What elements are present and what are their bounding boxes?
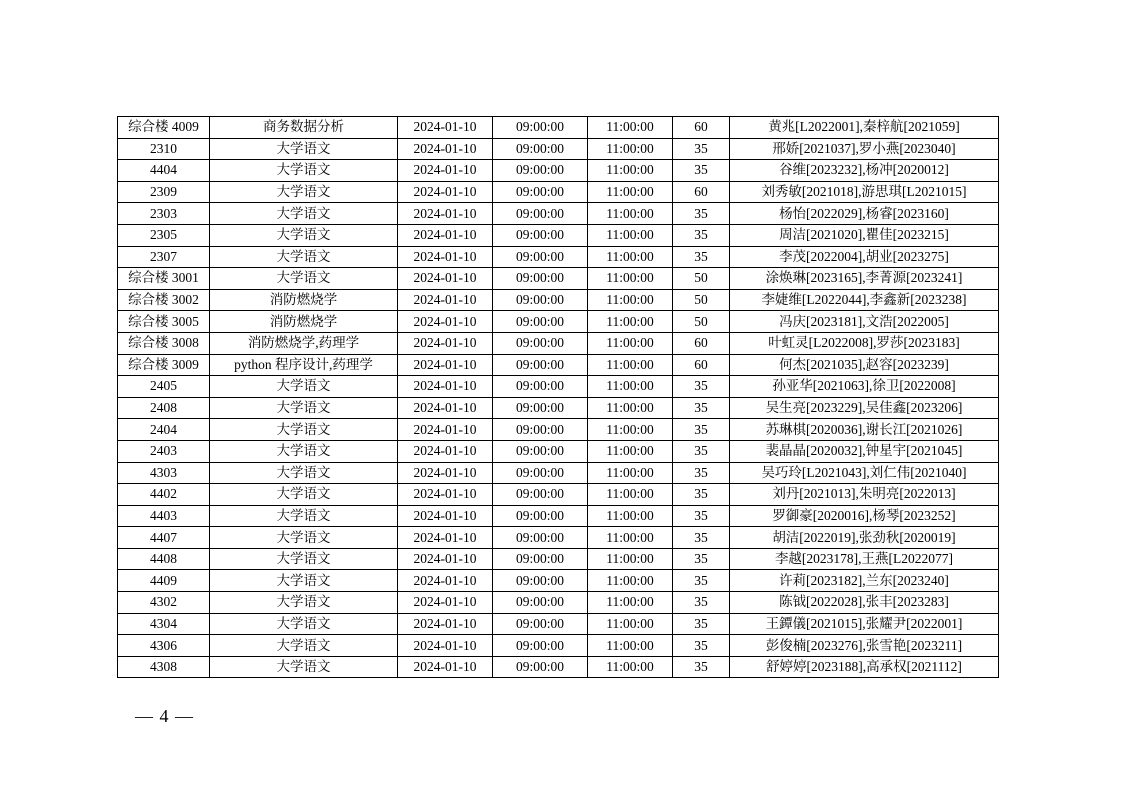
course-cell: 大学语文 — [210, 138, 398, 160]
table-row — [118, 656, 999, 678]
date-cell: 2024-01-10 — [398, 332, 493, 354]
start-time-cell: 09:00:00 — [493, 548, 588, 570]
room-cell: 综合楼 3005 — [118, 311, 210, 333]
proctors-cell: 李越[2023178],王燕[L2022077] — [730, 548, 999, 570]
seats-cell: 35 — [673, 160, 730, 182]
room-cell: 4403 — [118, 505, 210, 527]
room-cell: 2408 — [118, 397, 210, 419]
end-time-cell: 11:00:00 — [588, 505, 673, 527]
date-cell: 2024-01-10 — [398, 203, 493, 225]
start-time-cell: 09:00:00 — [493, 484, 588, 506]
end-time-cell: 11:00:00 — [588, 548, 673, 570]
course-cell: 大学语文 — [210, 419, 398, 441]
end-time-cell: 11:00:00 — [588, 397, 673, 419]
room-cell: 4306 — [118, 635, 210, 657]
room-cell: 2309 — [118, 181, 210, 203]
table-row — [118, 289, 999, 311]
course-cell: 大学语文 — [210, 613, 398, 635]
end-time-cell: 11:00:00 — [588, 376, 673, 398]
table-row — [118, 635, 999, 657]
seats-cell: 35 — [673, 635, 730, 657]
end-time-cell: 11:00:00 — [588, 160, 673, 182]
seats-cell: 50 — [673, 289, 730, 311]
date-cell: 2024-01-10 — [398, 592, 493, 614]
date-cell: 2024-01-10 — [398, 505, 493, 527]
table-row — [118, 376, 999, 398]
course-cell: 消防燃烧学 — [210, 311, 398, 333]
course-cell: 大学语文 — [210, 203, 398, 225]
end-time-cell: 11:00:00 — [588, 246, 673, 268]
table-row — [118, 311, 999, 333]
proctors-cell: 何杰[2021035],赵容[2023239] — [730, 354, 999, 376]
end-time-cell: 11:00:00 — [588, 203, 673, 225]
start-time-cell: 09:00:00 — [493, 462, 588, 484]
end-time-cell: 11:00:00 — [588, 613, 673, 635]
course-cell: 大学语文 — [210, 160, 398, 182]
date-cell: 2024-01-10 — [398, 419, 493, 441]
end-time-cell: 11:00:00 — [588, 656, 673, 678]
room-cell: 综合楼 3008 — [118, 332, 210, 354]
date-cell: 2024-01-10 — [398, 138, 493, 160]
seats-cell: 60 — [673, 181, 730, 203]
end-time-cell: 11:00:00 — [588, 289, 673, 311]
course-cell: 大学语文 — [210, 527, 398, 549]
proctors-cell: 涂焕琳[2023165],李菁源[2023241] — [730, 268, 999, 290]
seats-cell: 50 — [673, 268, 730, 290]
proctors-cell: 李茂[2022004],胡业[2023275] — [730, 246, 999, 268]
seats-cell: 35 — [673, 440, 730, 462]
date-cell: 2024-01-10 — [398, 656, 493, 678]
proctors-cell: 胡洁[2022019],张劲秋[2020019] — [730, 527, 999, 549]
room-cell: 4409 — [118, 570, 210, 592]
end-time-cell: 11:00:00 — [588, 462, 673, 484]
end-time-cell: 11:00:00 — [588, 635, 673, 657]
end-time-cell: 11:00:00 — [588, 570, 673, 592]
seats-cell: 35 — [673, 138, 730, 160]
seats-cell: 35 — [673, 505, 730, 527]
table-row — [118, 484, 999, 506]
end-time-cell: 11:00:00 — [588, 224, 673, 246]
room-cell: 综合楼 3009 — [118, 354, 210, 376]
course-cell: 大学语文 — [210, 570, 398, 592]
proctors-cell: 杨怡[2022029],杨睿[2023160] — [730, 203, 999, 225]
table-row — [118, 354, 999, 376]
proctors-cell: 苏琳棋[2020036],谢长江[2021026] — [730, 419, 999, 441]
proctors-cell: 冯庆[2023181],文浩[2022005] — [730, 311, 999, 333]
course-cell: 大学语文 — [210, 224, 398, 246]
table-row — [118, 462, 999, 484]
start-time-cell: 09:00:00 — [493, 268, 588, 290]
start-time-cell: 09:00:00 — [493, 224, 588, 246]
course-cell: 大学语文 — [210, 505, 398, 527]
room-cell: 2305 — [118, 224, 210, 246]
proctors-cell: 彭俊楠[2023276],张雪艳[2023211] — [730, 635, 999, 657]
end-time-cell: 11:00:00 — [588, 354, 673, 376]
date-cell: 2024-01-10 — [398, 462, 493, 484]
course-cell: 大学语文 — [210, 656, 398, 678]
course-cell: 大学语文 — [210, 548, 398, 570]
seats-cell: 60 — [673, 117, 730, 139]
end-time-cell: 11:00:00 — [588, 181, 673, 203]
start-time-cell: 09:00:00 — [493, 246, 588, 268]
date-cell: 2024-01-10 — [398, 224, 493, 246]
room-cell: 2307 — [118, 246, 210, 268]
course-cell: 大学语文 — [210, 635, 398, 657]
seats-cell: 35 — [673, 224, 730, 246]
room-cell: 综合楼 3001 — [118, 268, 210, 290]
room-cell: 4408 — [118, 548, 210, 570]
page-number: — 4 — — [135, 706, 194, 726]
table-row — [118, 440, 999, 462]
start-time-cell: 09:00:00 — [493, 203, 588, 225]
seats-cell: 35 — [673, 613, 730, 635]
table-row — [118, 332, 999, 354]
course-cell: 消防燃烧学,药理学 — [210, 332, 398, 354]
table-row — [118, 246, 999, 268]
seats-cell: 35 — [673, 592, 730, 614]
date-cell: 2024-01-10 — [398, 548, 493, 570]
table-row — [118, 527, 999, 549]
table-row — [118, 203, 999, 225]
room-cell: 2403 — [118, 440, 210, 462]
table-row — [118, 117, 999, 139]
table-row — [118, 397, 999, 419]
exam-schedule-table — [117, 116, 999, 678]
course-cell: 消防燃烧学 — [210, 289, 398, 311]
seats-cell: 35 — [673, 570, 730, 592]
start-time-cell: 09:00:00 — [493, 656, 588, 678]
seats-cell: 60 — [673, 354, 730, 376]
start-time-cell: 09:00:00 — [493, 592, 588, 614]
seats-cell: 35 — [673, 527, 730, 549]
table-row — [118, 268, 999, 290]
room-cell: 4402 — [118, 484, 210, 506]
date-cell: 2024-01-10 — [398, 570, 493, 592]
table-row — [118, 505, 999, 527]
proctors-cell: 王鐔儀[2021015],张耀尹[2022001] — [730, 613, 999, 635]
end-time-cell: 11:00:00 — [588, 311, 673, 333]
room-cell: 2405 — [118, 376, 210, 398]
end-time-cell: 11:00:00 — [588, 138, 673, 160]
date-cell: 2024-01-10 — [398, 268, 493, 290]
table-row — [118, 570, 999, 592]
room-cell: 4407 — [118, 527, 210, 549]
start-time-cell: 09:00:00 — [493, 117, 588, 139]
date-cell: 2024-01-10 — [398, 181, 493, 203]
course-cell: 大学语文 — [210, 462, 398, 484]
start-time-cell: 09:00:00 — [493, 289, 588, 311]
course-cell: 大学语文 — [210, 484, 398, 506]
table-row — [118, 548, 999, 570]
start-time-cell: 09:00:00 — [493, 570, 588, 592]
start-time-cell: 09:00:00 — [493, 613, 588, 635]
proctors-cell: 谷维[2023232],杨冲[2020012] — [730, 160, 999, 182]
proctors-cell: 邢娇[2021037],罗小燕[2023040] — [730, 138, 999, 160]
proctors-cell: 舒婷婷[2023188],高承权[2021112] — [730, 656, 999, 678]
room-cell: 2310 — [118, 138, 210, 160]
end-time-cell: 11:00:00 — [588, 440, 673, 462]
proctors-cell: 吴生亮[2023229],吴佳鑫[2023206] — [730, 397, 999, 419]
proctors-cell: 罗御豪[2020016],杨琴[2023252] — [730, 505, 999, 527]
table-row — [118, 181, 999, 203]
start-time-cell: 09:00:00 — [493, 376, 588, 398]
table-body — [118, 117, 999, 678]
seats-cell: 50 — [673, 311, 730, 333]
course-cell: 商务数据分析 — [210, 117, 398, 139]
course-cell: 大学语文 — [210, 397, 398, 419]
table-row — [118, 224, 999, 246]
start-time-cell: 09:00:00 — [493, 397, 588, 419]
date-cell: 2024-01-10 — [398, 484, 493, 506]
seats-cell: 35 — [673, 484, 730, 506]
course-cell: 大学语文 — [210, 181, 398, 203]
date-cell: 2024-01-10 — [398, 311, 493, 333]
start-time-cell: 09:00:00 — [493, 181, 588, 203]
proctors-cell: 裴晶晶[2020032],钟星宇[2021045] — [730, 440, 999, 462]
table-row — [118, 613, 999, 635]
seats-cell: 35 — [673, 656, 730, 678]
proctors-cell: 许莉[2023182],兰东[2023240] — [730, 570, 999, 592]
course-cell: 大学语文 — [210, 376, 398, 398]
course-cell: 大学语文 — [210, 246, 398, 268]
course-cell: 大学语文 — [210, 440, 398, 462]
start-time-cell: 09:00:00 — [493, 527, 588, 549]
seats-cell: 35 — [673, 548, 730, 570]
date-cell: 2024-01-10 — [398, 635, 493, 657]
room-cell: 4404 — [118, 160, 210, 182]
date-cell: 2024-01-10 — [398, 289, 493, 311]
room-cell: 2404 — [118, 419, 210, 441]
start-time-cell: 09:00:00 — [493, 160, 588, 182]
proctors-cell: 李婕维[L2022044],李鑫新[2023238] — [730, 289, 999, 311]
start-time-cell: 09:00:00 — [493, 138, 588, 160]
end-time-cell: 11:00:00 — [588, 117, 673, 139]
seats-cell: 35 — [673, 246, 730, 268]
seats-cell: 35 — [673, 203, 730, 225]
table-row — [118, 592, 999, 614]
end-time-cell: 11:00:00 — [588, 332, 673, 354]
table-row — [118, 160, 999, 182]
start-time-cell: 09:00:00 — [493, 635, 588, 657]
date-cell: 2024-01-10 — [398, 354, 493, 376]
course-cell: 大学语文 — [210, 592, 398, 614]
seats-cell: 60 — [673, 332, 730, 354]
room-cell: 综合楼 4009 — [118, 117, 210, 139]
proctors-cell: 吴巧玲[L2021043],刘仁伟[2021040] — [730, 462, 999, 484]
proctors-cell: 叶虹灵[L2022008],罗莎[2023183] — [730, 332, 999, 354]
room-cell: 4303 — [118, 462, 210, 484]
date-cell: 2024-01-10 — [398, 117, 493, 139]
seats-cell: 35 — [673, 397, 730, 419]
start-time-cell: 09:00:00 — [493, 311, 588, 333]
date-cell: 2024-01-10 — [398, 376, 493, 398]
room-cell: 综合楼 3002 — [118, 289, 210, 311]
proctors-cell: 陈钺[2022028],张丰[2023283] — [730, 592, 999, 614]
seats-cell: 35 — [673, 419, 730, 441]
proctors-cell: 黄兆[L2022001],秦梓航[2021059] — [730, 117, 999, 139]
proctors-cell: 刘秀敏[2021018],游思琪[L2021015] — [730, 181, 999, 203]
room-cell: 4304 — [118, 613, 210, 635]
room-cell: 4308 — [118, 656, 210, 678]
start-time-cell: 09:00:00 — [493, 419, 588, 441]
end-time-cell: 11:00:00 — [588, 419, 673, 441]
room-cell: 2303 — [118, 203, 210, 225]
course-cell: python 程序设计,药理学 — [210, 354, 398, 376]
table-row — [118, 419, 999, 441]
start-time-cell: 09:00:00 — [493, 332, 588, 354]
date-cell: 2024-01-10 — [398, 246, 493, 268]
table-row — [118, 138, 999, 160]
date-cell: 2024-01-10 — [398, 527, 493, 549]
room-cell: 4302 — [118, 592, 210, 614]
start-time-cell: 09:00:00 — [493, 505, 588, 527]
seats-cell: 35 — [673, 462, 730, 484]
proctors-cell: 孙亚华[2021063],徐卫[2022008] — [730, 376, 999, 398]
start-time-cell: 09:00:00 — [493, 354, 588, 376]
end-time-cell: 11:00:00 — [588, 268, 673, 290]
date-cell: 2024-01-10 — [398, 397, 493, 419]
seats-cell: 35 — [673, 376, 730, 398]
end-time-cell: 11:00:00 — [588, 484, 673, 506]
date-cell: 2024-01-10 — [398, 613, 493, 635]
end-time-cell: 11:00:00 — [588, 592, 673, 614]
start-time-cell: 09:00:00 — [493, 440, 588, 462]
proctors-cell: 刘丹[2021013],朱明亮[2022013] — [730, 484, 999, 506]
proctors-cell: 周洁[2021020],瞿佳[2023215] — [730, 224, 999, 246]
course-cell: 大学语文 — [210, 268, 398, 290]
date-cell: 2024-01-10 — [398, 160, 493, 182]
date-cell: 2024-01-10 — [398, 440, 493, 462]
end-time-cell: 11:00:00 — [588, 527, 673, 549]
